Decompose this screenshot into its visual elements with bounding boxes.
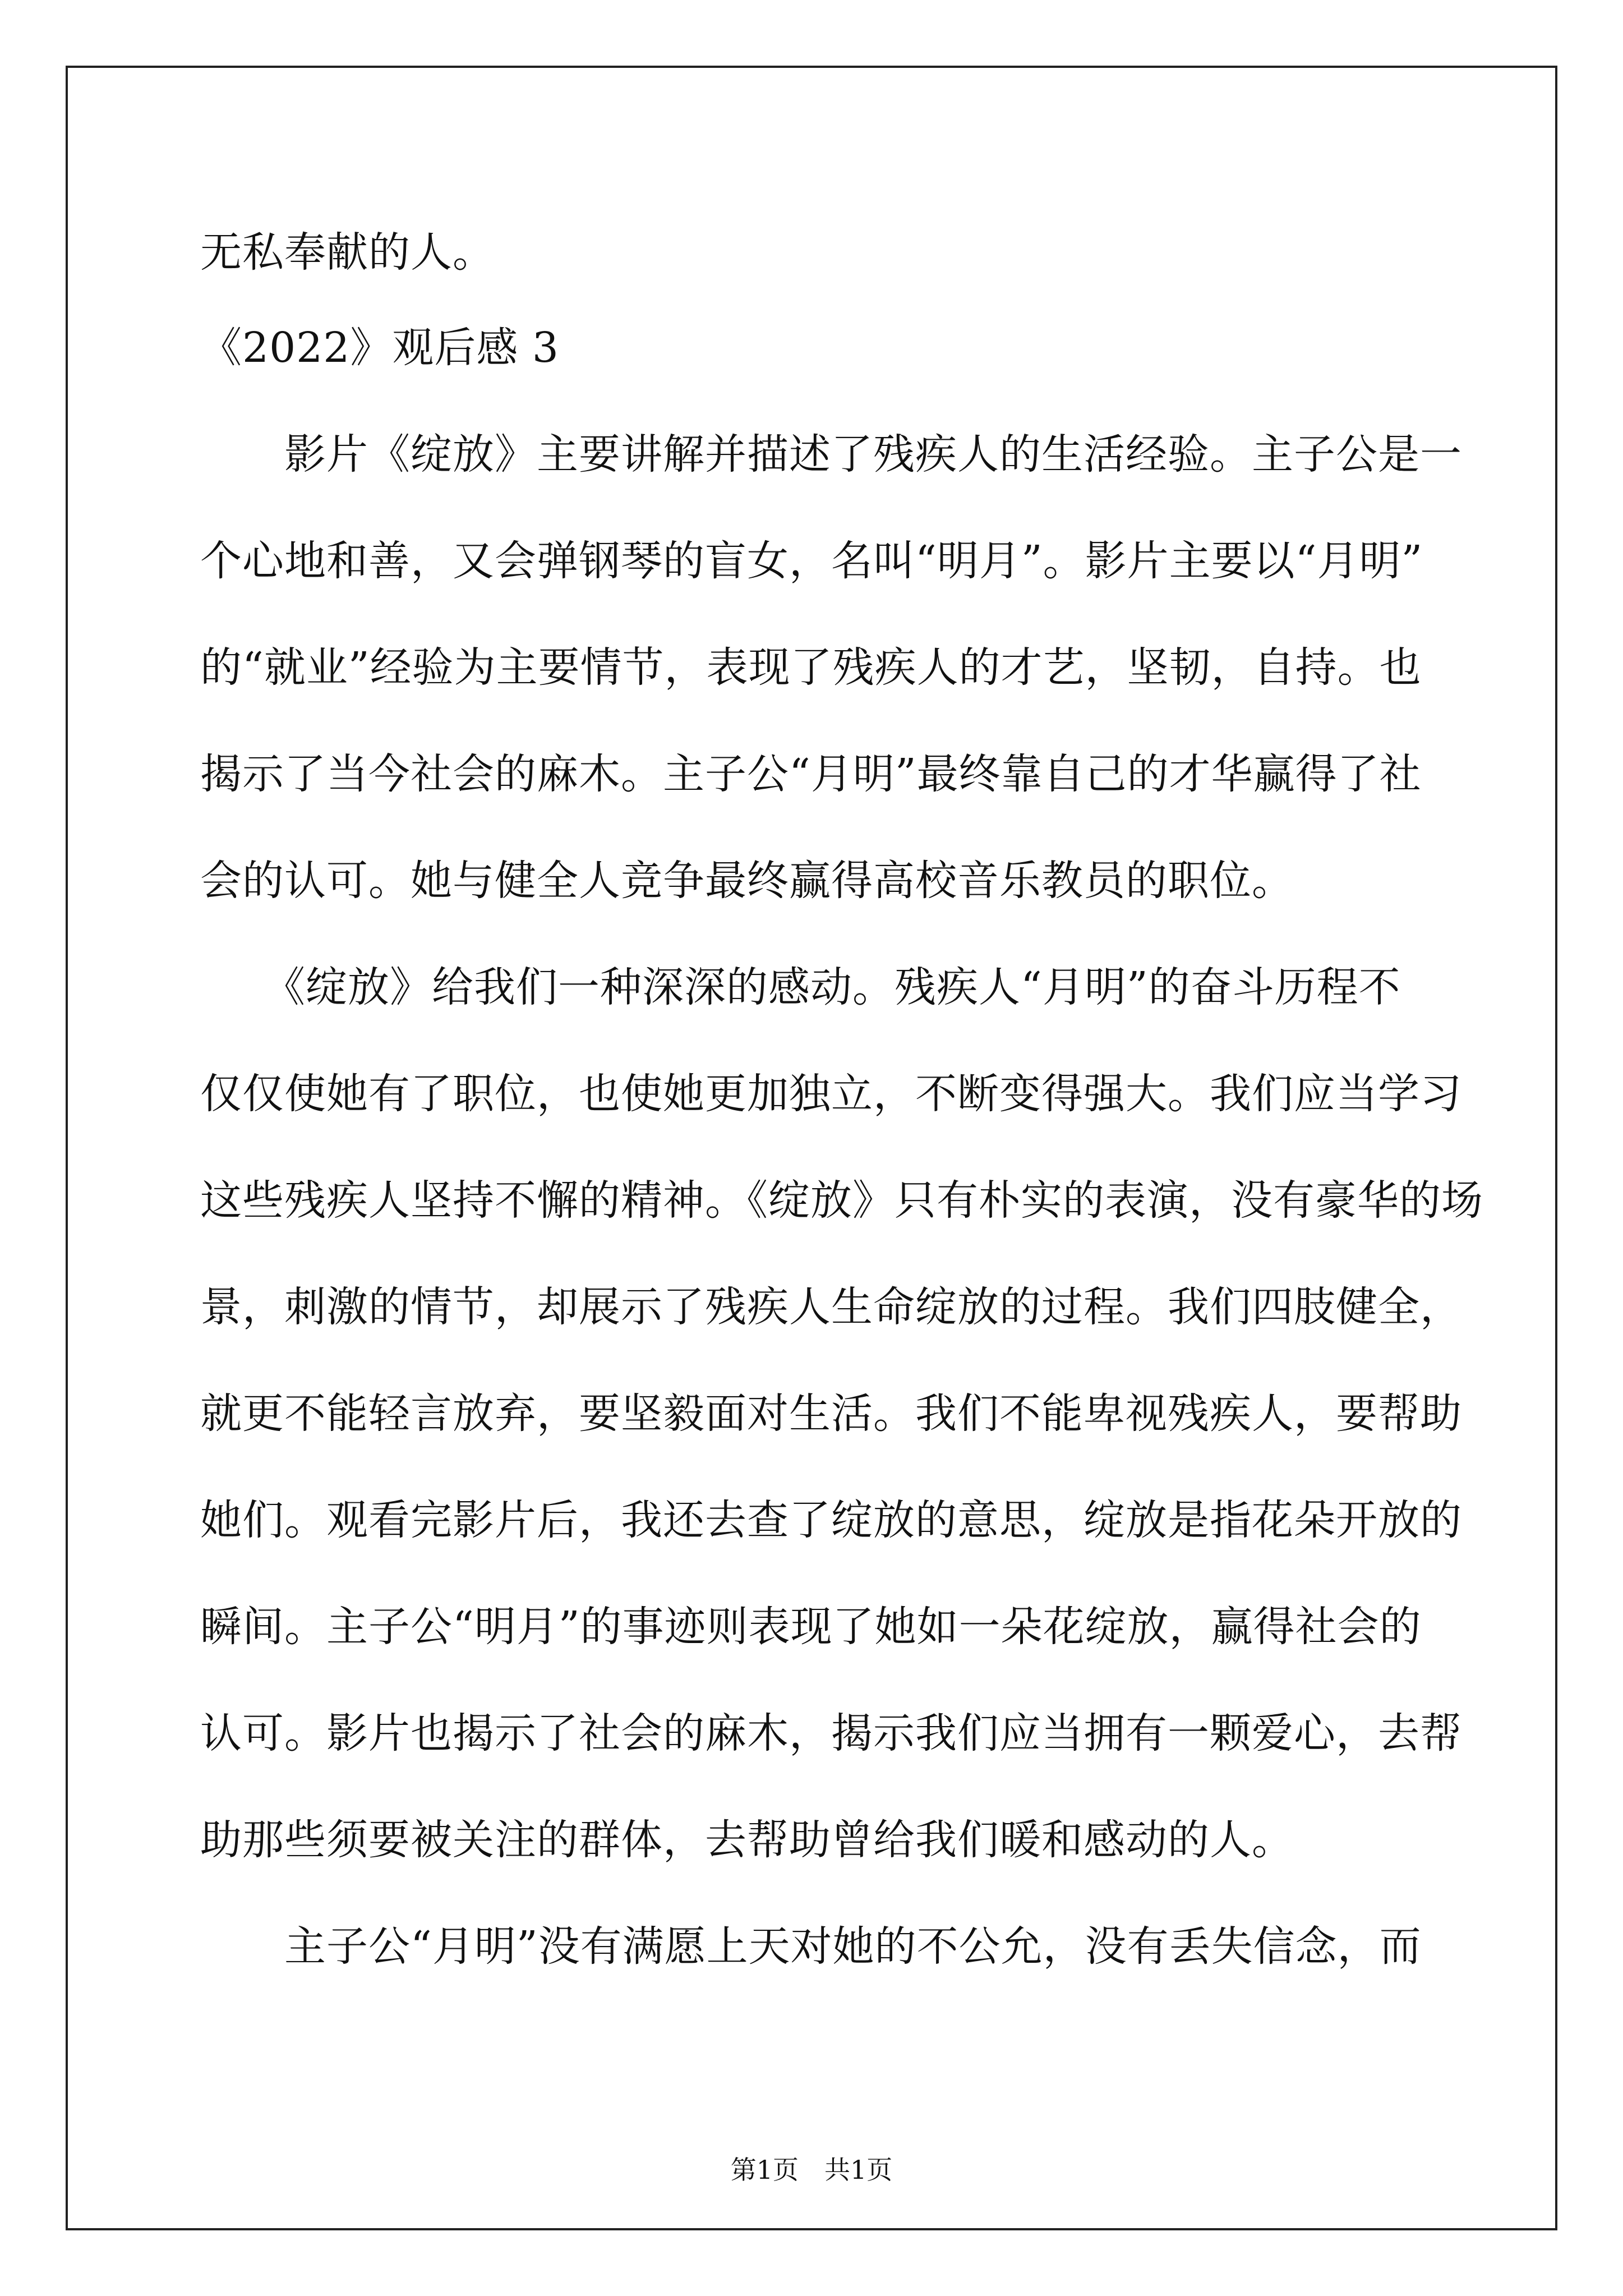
text-line: 《绽放》给我们一种深深的感动。残疾人“月明”的奋斗历程不 [200, 963, 1401, 1011]
text-line: 仅仅使她有了职位，也使她更加独立，不断变得强大。我们应当学习 [200, 1070, 1462, 1118]
text-line: 就更不能轻言放弃，要坚毅面对生活。我们不能卑视残疾人，要帮助 [200, 1389, 1462, 1438]
page-number-footer: 第1页 共1页 [730, 2155, 893, 2185]
text-line: 这些残疾人坚持不懈的精神。《绽放》只有朴实的表演，没有豪华的场 [200, 1176, 1483, 1225]
section-heading: 《2022》观后感 3 [200, 324, 559, 372]
text-line: 揭示了当今社会的麻木。主子公“月明”最终靠自己的才华赢得了社 [200, 750, 1422, 798]
text-line: 认可。影片也揭示了社会的麻木，揭示我们应当拥有一颗爱心，去帮 [200, 1709, 1462, 1757]
text-line: 主子公“月明”没有满愿上天对她的不公允，没有丢失信念，而 [200, 1922, 1422, 1971]
page-border [66, 66, 1557, 2230]
text-line: 会的认可。她与健全人竞争最终赢得高校音乐教员的职位。 [200, 857, 1294, 905]
text-line: 个心地和善，又会弹钢琴的盲女，名叫“明月”。影片主要以“月明” [200, 537, 1423, 585]
text-line: 影片《绽放》主要讲解并描述了残疾人的生活经验。主子公是一 [200, 430, 1462, 478]
text-line: 助那些须要被关注的群体，去帮助曾给我们暖和感动的人。 [200, 1816, 1294, 1864]
text-line: 无私奉献的人。 [200, 228, 495, 277]
text-line: 景，刺激的情节，却展示了残疾人生命绽放的过程。我们四肢健全， [200, 1283, 1462, 1331]
text-line: 的“就业”经验为主要情节，表现了残疾人的才艺，坚韧，自持。也 [200, 643, 1422, 692]
text-line: 瞬间。主子公“明月”的事迹则表现了她如一朵花绽放，赢得社会的 [200, 1603, 1422, 1651]
text-line: 她们。观看完影片后，我还去查了绽放的意思，绽放是指花朵开放的 [200, 1496, 1462, 1544]
